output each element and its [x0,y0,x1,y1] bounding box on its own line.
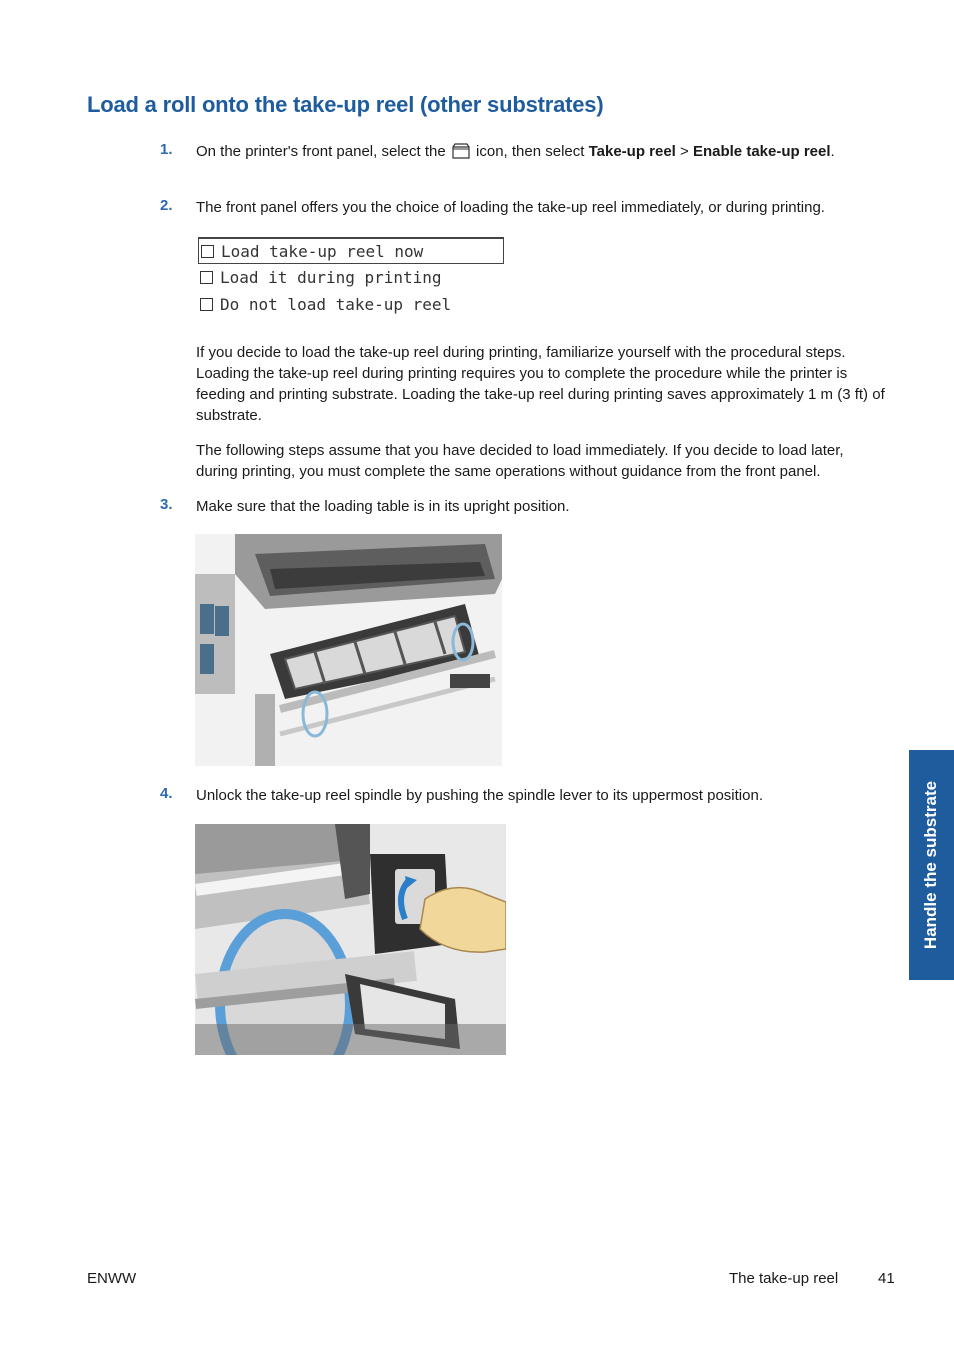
page-title: Load a roll onto the take-up reel (other substrates) [87,92,604,117]
step-2-number: 2. [160,197,173,214]
folder-icon [452,143,470,159]
step-1-number: 1. [160,141,173,158]
step-3-text: Make sure that the loading table is in its upright position. [196,498,570,515]
step-1-text: On the printer's front panel, select the icon, then select Take-up reel > Enable take-up reel. [196,143,835,160]
menu-item-load-now: Load take-up reel now [198,237,504,264]
checkbox-icon [200,271,213,284]
step-4-number: 4. [160,785,173,802]
step-4-text: Unlock the take-up reel spindle by pushing the spindle lever to its uppermost position. [196,787,763,804]
paragraph-assumption: The following steps assume that you have decided to load immediately. If you decide to load later, during printing, you must complete the same operations without guidance from the front panel. [196,442,844,480]
footer-section-title: The take-up reel [729,1270,839,1287]
menu-item-load-during: Load it during printing [198,264,504,291]
side-tab: Handle the substrate [909,750,954,980]
paragraph-procedure-info: If you decide to load the take-up reel during printing, familiarize yourself with the procedural steps. Loading the take-up reel during printing requires you to complete the procedure while the printer is feeding and printing substrate. Loading the take-up reel during printing saves approximately 1 m (3 ft) of substrate. [196,344,885,424]
footer-enww: ENWW [87,1270,137,1287]
step-2-text: The front panel offers you the choice of loading the take-up reel immediately, or during printing. [196,199,825,216]
front-panel-menu [198,237,504,318]
loading-table-illustration [195,534,502,766]
spindle-lever-illustration [195,824,506,1055]
page-number: 41 [878,1270,895,1287]
checkbox-icon [201,245,214,258]
checkbox-icon [200,298,213,311]
step-3-number: 3. [160,496,173,513]
menu-item-do-not-load: Do not load take-up reel [198,291,504,318]
